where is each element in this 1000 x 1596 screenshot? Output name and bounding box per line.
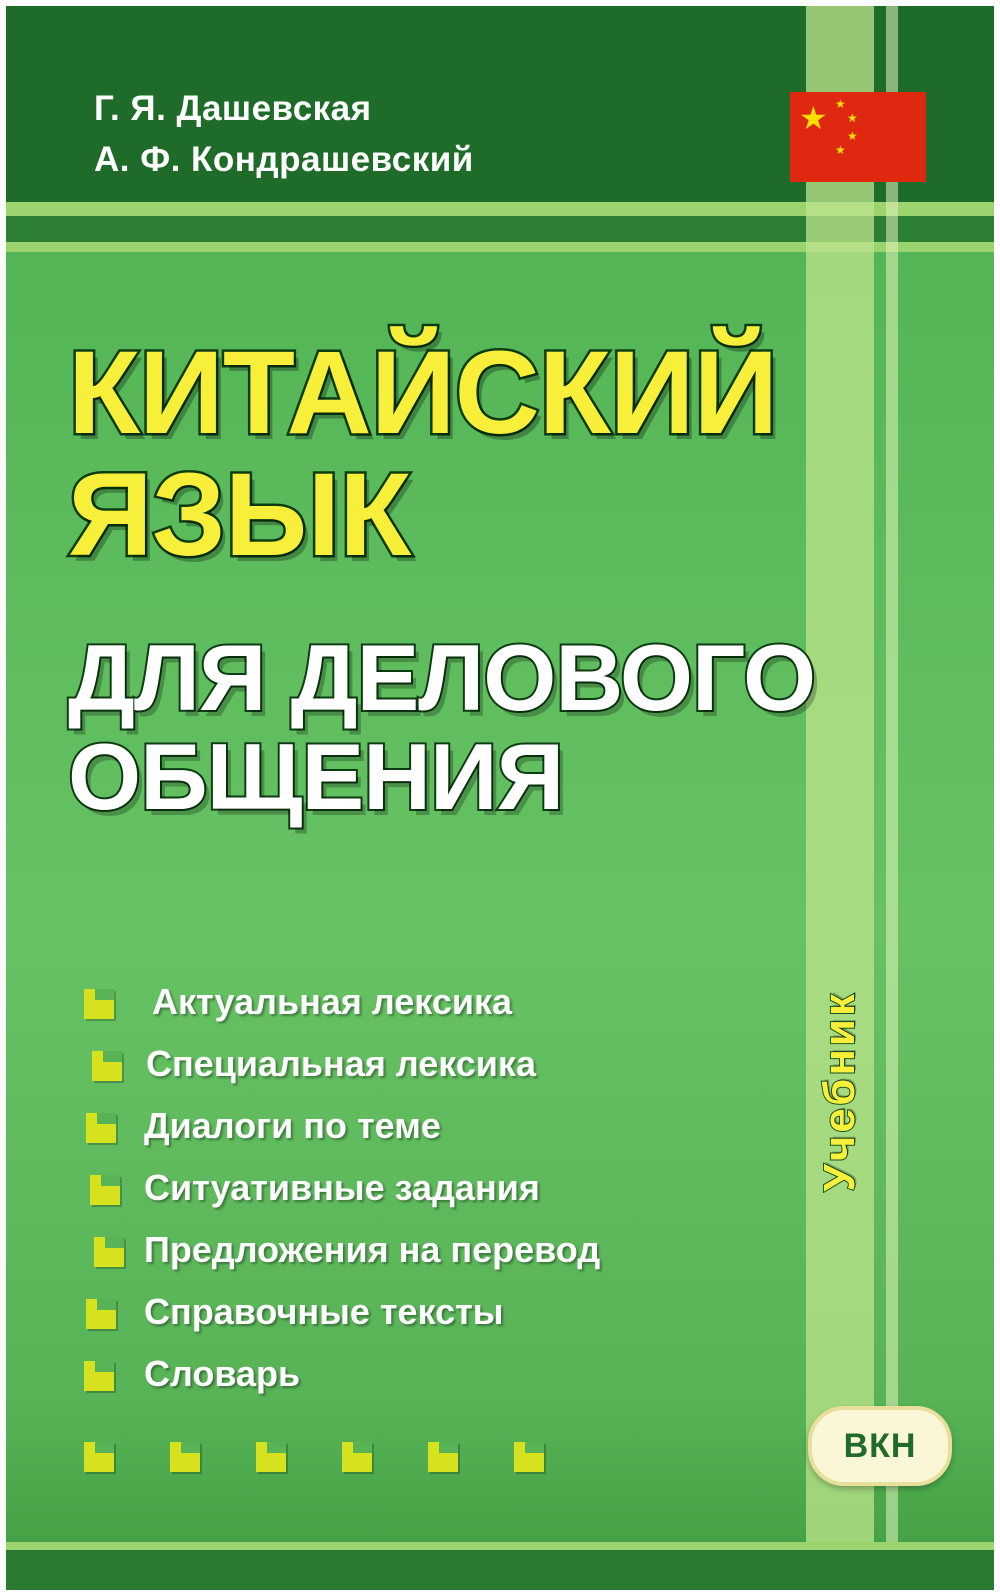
edition-label-text: Учебник (815, 991, 864, 1192)
flag-star-small: ★ (835, 143, 846, 157)
edition-label (808, 991, 872, 1197)
list-item-label: Предложения на перевод (144, 1229, 601, 1270)
flag-star-small: ★ (847, 129, 858, 143)
bullet-square-icon (94, 1237, 124, 1267)
features-list (84, 981, 784, 1415)
decorative-square (170, 1442, 200, 1472)
list-item (84, 1167, 784, 1229)
list-item-label: Актуальная лексика (152, 981, 513, 1022)
decorative-square (342, 1442, 372, 1472)
publisher-logo (808, 1406, 952, 1486)
author-name: А. Ф. Кондрашевский (94, 139, 474, 179)
china-flag-icon (790, 92, 926, 182)
bullet-square-icon (84, 1361, 114, 1391)
bullet-square-icon (86, 1299, 116, 1329)
list-item (84, 1043, 784, 1105)
decorative-squares-row (84, 1442, 544, 1472)
list-item (84, 1229, 784, 1291)
list-item (84, 981, 784, 1043)
page-title-line: КИТАЙСКИЙ (68, 327, 778, 459)
list-item-label: Словарь (144, 1353, 301, 1394)
flag-star-small: ★ (847, 111, 858, 125)
decorative-square (256, 1442, 286, 1472)
bullet-square-icon (92, 1051, 122, 1081)
bullet-square-icon (90, 1175, 120, 1205)
cover-board (6, 6, 994, 1590)
list-item (84, 1353, 784, 1415)
list-item (84, 1105, 784, 1167)
list-item-label: Диалоги по теме (144, 1105, 441, 1146)
page-subtitle-line: ОБЩЕНИЯ (68, 723, 564, 829)
author-name: Г. Я. Дашевская (94, 89, 372, 128)
bullet-square-icon (86, 1113, 116, 1143)
flag-star-large: ★ (799, 100, 828, 136)
title-block (68, 327, 898, 829)
subtitle-block (68, 625, 898, 829)
list-item-label: Специальная лексика (146, 1043, 536, 1084)
flag-star-small: ★ (835, 97, 846, 111)
page-title-line: ЯЗЫК (68, 448, 411, 581)
decorative-square (514, 1442, 544, 1472)
publisher-logo-text: ВКН (843, 1426, 917, 1465)
list-item-label: Ситуативные задания (144, 1167, 540, 1208)
decorative-square (84, 1442, 114, 1472)
authors-block (94, 84, 474, 186)
bullet-square-icon (84, 989, 114, 1019)
bottom-accent-line (6, 1542, 994, 1550)
decorative-square (428, 1442, 458, 1472)
page-subtitle-line: ДЛЯ ДЕЛОВОГО (68, 625, 816, 731)
list-item (84, 1291, 784, 1353)
list-item-label: Справочные тексты (144, 1291, 504, 1332)
bottom-dark-band (6, 1550, 994, 1590)
